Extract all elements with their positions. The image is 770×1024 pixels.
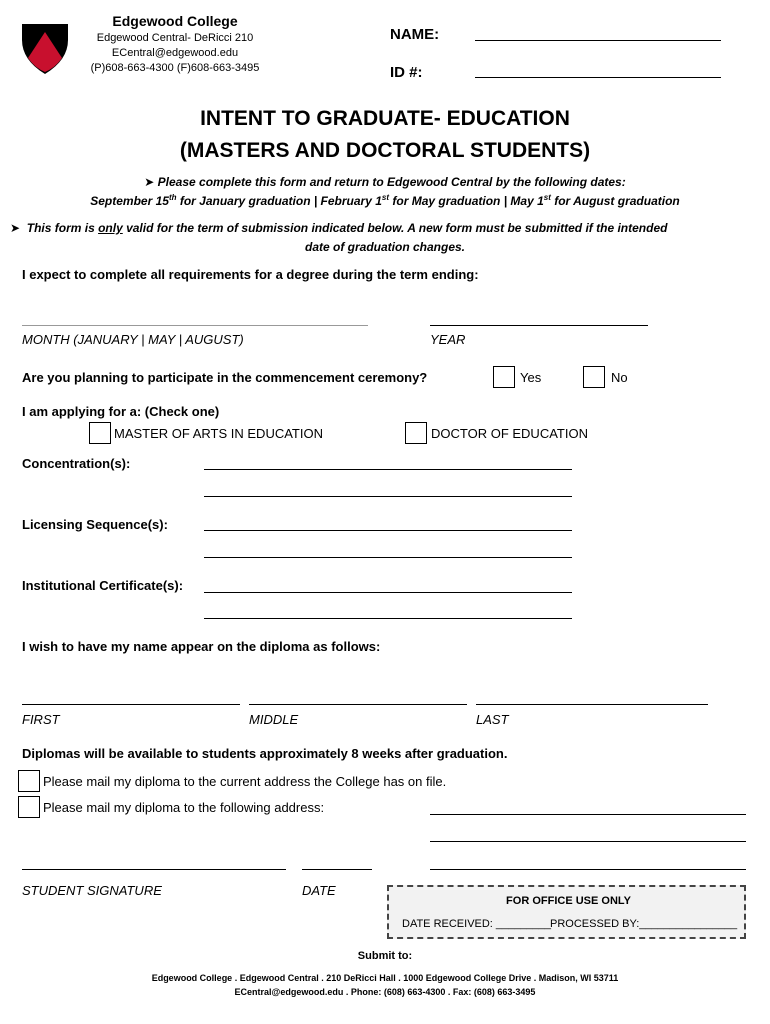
deadline-dates [0,194,770,208]
mail-on-file-checkbox[interactable] [18,770,40,792]
year-label: YEAR [430,332,466,347]
office-use-title: FOR OFFICE USE ONLY [506,895,631,907]
doctor-of-education-label: DOCTOR OF EDUCATION [431,426,588,441]
student-signature-label: STUDENT SIGNATURE [22,883,162,898]
master-of-arts-checkbox[interactable] [89,422,111,444]
certificate-field-1[interactable] [204,592,572,593]
certificate-field-2[interactable] [204,618,572,619]
submit-to-label: Submit to: [357,950,413,962]
mail-to-address-label: Please mail my diploma to the following address: [43,800,325,815]
diploma-availability: Diplomas will be available to students approximately 8 weeks after graduation. [22,746,508,761]
office-use-box [387,885,746,939]
validity-text-a: This form is [26,221,99,235]
mail-to-address-checkbox[interactable] [18,796,40,818]
concentration-field-2[interactable] [204,496,572,497]
student-signature-field[interactable] [22,869,286,870]
college-logo [22,22,68,74]
first-name-field[interactable] [22,704,240,705]
mail-address-field-1[interactable] [430,814,746,815]
processed-by-field[interactable]: PROCESSED BY:________________ [550,918,738,930]
commencement-question: Are you planning to participate in the commencement ceremony? [22,370,428,385]
mail-on-file-label: Please mail my diploma to the current address the College has on file. [43,774,447,789]
commencement-no-label: No [611,370,628,385]
mail-address-field-3[interactable] [430,869,746,870]
last-name-field[interactable] [476,704,708,705]
office-email: ECentral@edgewood.edu [111,47,239,59]
commencement-yes-checkbox[interactable] [493,366,515,388]
year-field[interactable] [430,325,648,326]
middle-name-field[interactable] [249,704,467,705]
validity-text-c: date of graduation changes. [304,240,466,254]
commencement-no-checkbox[interactable] [583,366,605,388]
mail-address-field-2[interactable] [430,841,746,842]
certificate-label: Institutional Certificate(s): [22,578,184,593]
concentration-field-1[interactable] [204,469,572,470]
signature-date-field[interactable] [302,869,372,870]
id-label: ID #: [390,64,423,81]
deadline-sep-sup: th [168,193,177,202]
form-subtitle: (MASTERS AND DOCTORAL STUDENTS) [179,139,591,162]
college-name: Edgewood College [112,13,238,29]
deadline-aug: for August graduation [550,194,680,208]
date-received-field[interactable]: DATE RECEIVED: _________ [402,918,551,930]
instruction-text: Please complete this form and return to Edgewood Central by the following dates: [157,175,626,189]
arrow-bullet-icon: ➤ [144,175,158,189]
arrow-bullet-icon: ➤ [10,221,27,235]
deadline-may-sup: st [543,193,551,202]
footer-contact: ECentral@edgewood.edu . Phone: (608) 663-4300 . Fax: (608) 663-3495 [234,987,536,997]
footer-address: Edgewood College . Edgewood Central . 210 DeRicci Hall . 1000 Edgewood College Drive . Madison, WI 53711 [151,973,619,983]
shield-logo-icon [22,22,68,74]
deadline-feb-sup: st [381,193,390,202]
name-field[interactable] [475,40,721,41]
name-label: NAME: [390,26,440,43]
office-phones: (P)608-663-4300 (F)608-663-3495 [90,62,260,74]
form-title: INTENT TO GRADUATE- EDUCATION [200,107,570,130]
master-of-arts-label: MASTER OF ARTS IN EDUCATION [114,426,323,441]
doctor-of-education-checkbox[interactable] [405,422,427,444]
month-label: MONTH (JANUARY | MAY | AUGUST) [22,332,244,347]
signature-date-label: DATE [302,883,336,898]
month-field[interactable] [22,325,368,326]
term-prompt: I expect to complete all requirements for a degree during the term ending: [22,267,479,282]
id-field[interactable] [475,77,721,78]
licensing-field-1[interactable] [204,530,572,531]
instruction-bullet-1 [0,175,770,189]
deadline-jan: for January graduation | February 1 [176,194,382,208]
office-location: Edgewood Central- DeRicci 210 [96,32,254,44]
validity-only: only [98,221,123,235]
licensing-label: Licensing Sequence(s): [22,517,168,532]
middle-name-label: MIDDLE [249,712,299,727]
validity-text-b: valid for the term of submission indicated below. A new form must be submitted if the intended [122,221,668,235]
deadline-may: for May graduation | May 1 [389,194,544,208]
diploma-name-prompt: I wish to have my name appear on the diploma as follows: [22,639,381,654]
licensing-field-2[interactable] [204,557,572,558]
degree-prompt: I am applying for a: (Check one) [22,404,220,419]
commencement-yes-label: Yes [520,370,542,385]
deadline-sep: September 15 [90,194,169,208]
last-name-label: LAST [476,712,509,727]
instruction-bullet-2 [10,221,760,235]
concentration-label: Concentration(s): [22,456,131,471]
first-name-label: FIRST [22,712,60,727]
